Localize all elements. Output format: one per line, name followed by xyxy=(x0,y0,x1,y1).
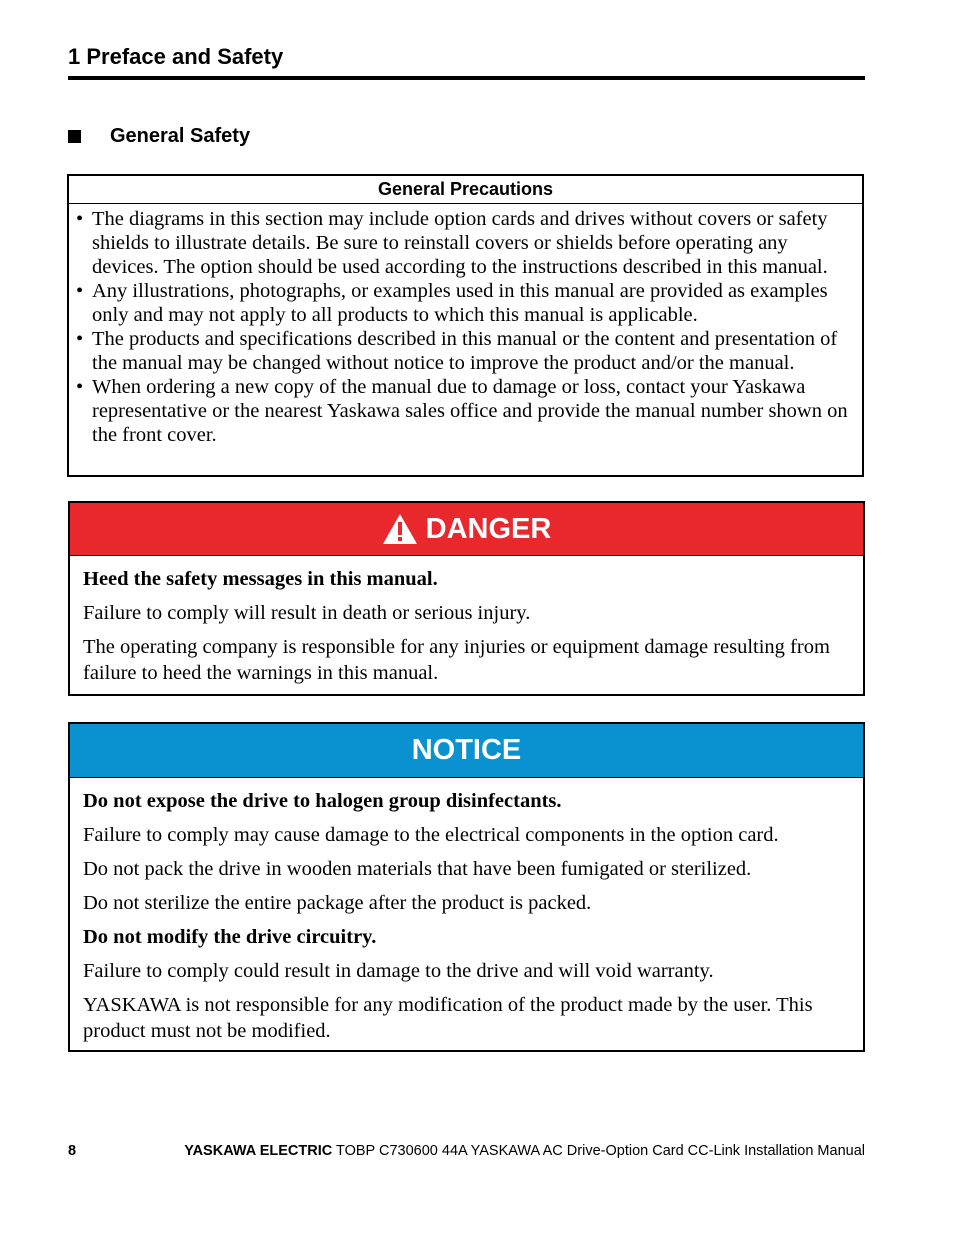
danger-box xyxy=(68,501,865,696)
danger-banner xyxy=(70,503,863,556)
notice-line: YASKAWA is not responsible for any modification of the product made by the user. This product must not be modified. xyxy=(83,994,813,1042)
list-item-text: Any illustrations, photographs, or examples used in this manual are provided as examples only and may not apply to all products to which this manual is applicable. xyxy=(92,280,828,326)
square-bullet-icon xyxy=(68,130,81,143)
list-item xyxy=(73,327,858,375)
danger-line: Failure to comply will result in death or serious injury. xyxy=(83,602,531,624)
bullet-icon: • xyxy=(76,208,84,230)
danger-body xyxy=(70,556,863,686)
list-item-text: The products and specifications described in this manual or the content and presentation of the manual may be changed without notice to improve the product and/or the manual. xyxy=(92,328,838,374)
bullet-icon: • xyxy=(76,280,84,302)
list-item xyxy=(73,279,858,327)
notice-line: Do not modify the drive circuitry. xyxy=(83,926,377,948)
notice-body xyxy=(70,778,863,1044)
notice-line: Do not sterilize the entire package after the product is packed. xyxy=(83,892,592,914)
danger-line: Heed the safety messages in this manual. xyxy=(83,568,438,590)
list-item xyxy=(73,375,858,447)
page-number: 8 xyxy=(68,1143,77,1159)
footer-brand: YASKAWA ELECTRIC xyxy=(184,1143,333,1159)
precautions-title: General Precautions xyxy=(69,176,862,204)
list-item-text: When ordering a new copy of the manual due to damage or loss, contact your Yaskawa representative or the nearest Yaskawa sales office and provide the manual number shown on the front cover. xyxy=(92,376,848,446)
danger-line: The operating company is responsible for any injuries or equipment damage resulting from failure to heed the warnings in this manual. xyxy=(83,636,830,684)
notice-line: Do not pack the drive in wooden materials that have been fumigated or sterilized. xyxy=(83,858,752,880)
danger-label: DANGER xyxy=(425,512,552,545)
chapter-rule xyxy=(68,76,865,80)
list-item-text: The diagrams in this section may include option cards and drives without covers or safety shields to illustrate details. Be sure to reinstall covers or shields before operating any devices. The option should be used according to the instructions described in this manual. xyxy=(92,208,828,278)
page-footer xyxy=(68,1143,865,1159)
list-item xyxy=(73,207,858,279)
footer-doc-title: TOBP C730600 44A YASKAWA AC Drive-Option Card CC-Link Installation Manual xyxy=(336,1143,865,1159)
precautions-list xyxy=(69,204,862,447)
section-heading-text: General Safety xyxy=(110,125,251,147)
notice-banner xyxy=(70,724,863,778)
notice-box xyxy=(68,722,865,1052)
notice-label: NOTICE xyxy=(411,734,522,766)
notice-line: Failure to comply could result in damage to the drive and will void warranty. xyxy=(83,960,714,982)
footer-doc-info xyxy=(184,1143,865,1159)
warning-triangle-icon xyxy=(382,513,418,545)
bullet-icon: • xyxy=(76,328,84,350)
section-heading xyxy=(68,125,250,148)
notice-line: Do not expose the drive to halogen group disinfectants. xyxy=(83,790,562,812)
chapter-title: 1 Preface and Safety xyxy=(68,44,284,69)
general-precautions-box xyxy=(67,174,864,477)
notice-line: Failure to comply may cause damage to the electrical components in the option card. xyxy=(83,824,779,846)
bullet-icon: • xyxy=(76,376,84,398)
